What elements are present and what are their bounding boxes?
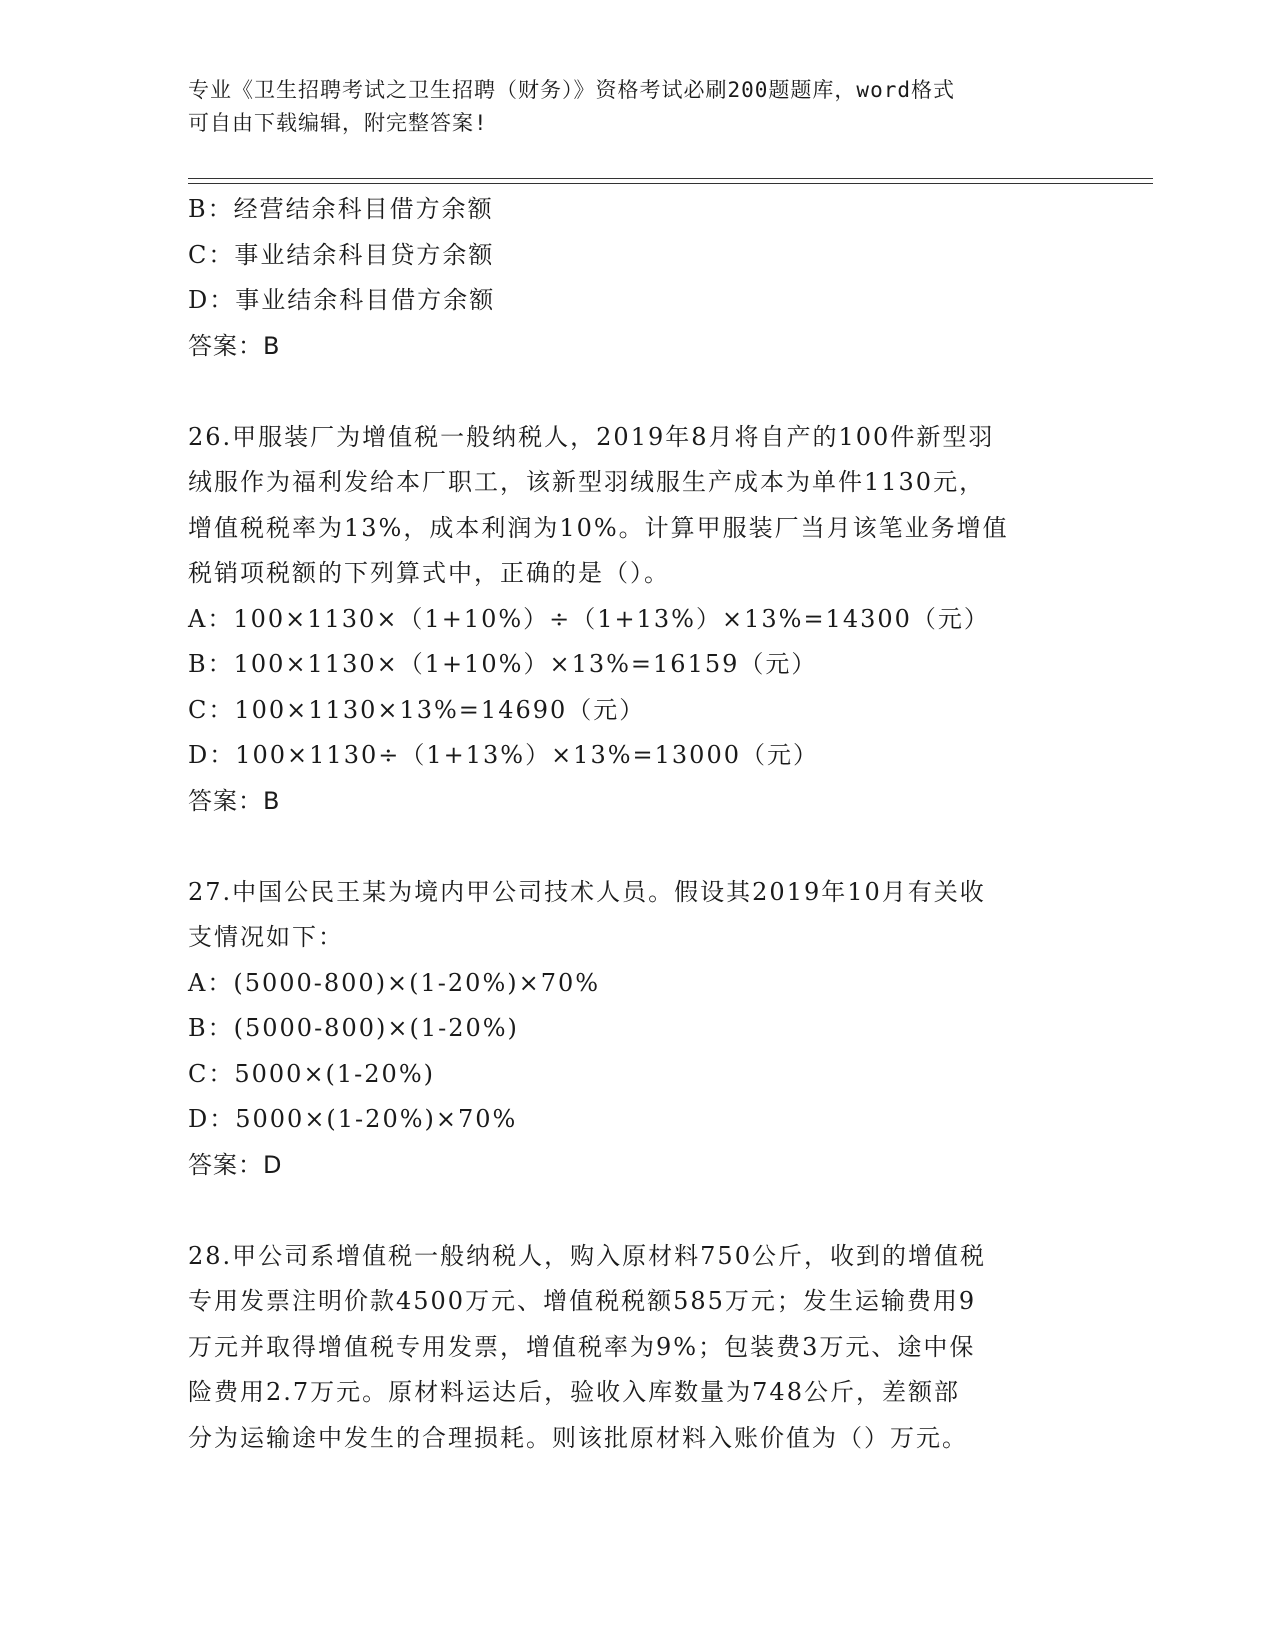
question-25-tail (188, 187, 1088, 369)
blank-line (188, 369, 1088, 415)
header-divider-top (188, 178, 1153, 179)
question-stem-line: 增值税税率为13%，成本利润为10%。计算甲服装厂当月该笔业务增值 (188, 513, 1009, 542)
question-stem-line: 税销项税额的下列算式中，正确的是（）。 (188, 559, 670, 587)
question-27 (188, 870, 1088, 1189)
answer-line: 答案：B (188, 331, 281, 360)
question-stem-line: 26.甲服装厂为增值税一般纳税人，2019年8月将自产的100件新型羽 (188, 422, 995, 451)
option-b: B：经营结余科目借方余额 (188, 195, 494, 223)
answer-line: 答案：B (188, 786, 281, 815)
question-28 (188, 1234, 1088, 1462)
question-content (188, 187, 1088, 1461)
question-26 (188, 415, 1088, 825)
option-d: D：事业结余科目借方余额 (188, 286, 496, 314)
question-stem-line: 28.甲公司系增值税一般纳税人，购入原材料750公斤，收到的增值税 (188, 1241, 986, 1270)
option-b: B：(5000-800)×(1-20%) (188, 1014, 519, 1042)
question-stem-line: 绒服作为福利发给本厂职工，该新型羽绒服生产成本为单件1130元， (188, 468, 986, 496)
header-line-2: 可自由下载编辑，附完整答案! (188, 111, 488, 135)
option-a: A：(5000-800)×(1-20%)×70% (188, 968, 601, 997)
header-divider-bottom (188, 183, 1153, 184)
question-stem-line: 专用发票注明价款4500万元、增值税税额585万元；发生运输费用9 (188, 1287, 977, 1315)
option-d: D：5000×(1-20%)×70% (188, 1105, 518, 1133)
header-line-1: 专业《卫生招聘考试之卫生招聘（财务）》资格考试必刷200题题库，word格式 (188, 78, 955, 102)
blank-line (188, 824, 1088, 870)
option-d: D：100×1130÷（1+13%）×13%=13000（元） (188, 741, 819, 769)
blank-line (188, 1188, 1088, 1234)
option-c: C：5000×(1-20%) (188, 1059, 435, 1088)
question-stem-line: 险费用2.7万元。原材料运达后，验收入库数量为748公斤，差额部 (188, 1378, 960, 1406)
option-a: A：100×1130×（1+10%）÷（1+13%）×13%=14300（元） (188, 604, 990, 633)
question-stem-line: 27.中国公民王某为境内甲公司技术人员。假设其2019年10月有关收 (188, 877, 986, 906)
question-stem-line: 支情况如下： (188, 923, 344, 951)
option-c: C：事业结余科目贷方余额 (188, 240, 495, 269)
option-b: B：100×1130×（1+10%）×13%=16159（元） (188, 650, 818, 678)
answer-line: 答案：D (188, 1150, 283, 1179)
page-header (188, 74, 1068, 140)
question-stem-line: 万元并取得增值税专用发票，增值税率为9%；包装费3万元、途中保 (188, 1332, 976, 1361)
question-stem-line: 分为运输途中发生的合理损耗。则该批原材料入账价值为（）万元。 (188, 1423, 968, 1452)
option-c: C：100×1130×13%=14690（元） (188, 695, 646, 724)
